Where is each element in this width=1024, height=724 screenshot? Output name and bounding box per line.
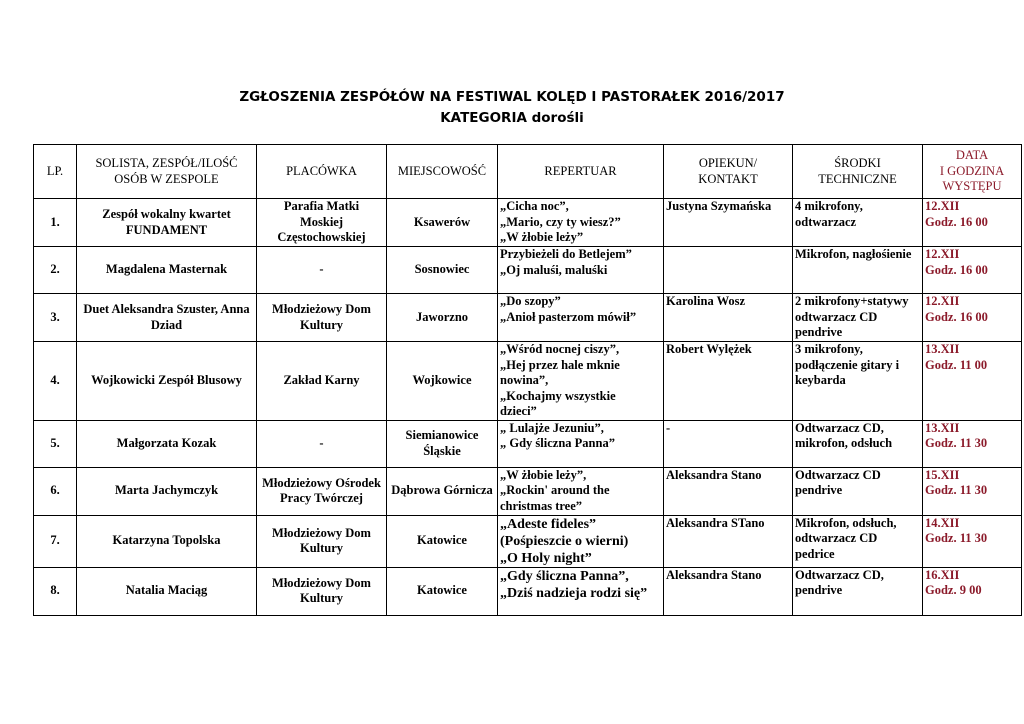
date-cell-line: 12.XII	[925, 247, 960, 261]
column-header-line: SOLISTA, ZESPÓŁ/ILOŚĆ	[95, 156, 238, 170]
repertoire-cell-line: „Anioł pasterzom mówił”	[500, 309, 637, 324]
institution-cell-line: Zakład Karny	[283, 373, 360, 387]
column-header-line: DATA	[955, 148, 989, 163]
column-header-line: REPERTUAR	[544, 163, 617, 178]
town-cell-line: Ksawerów	[413, 214, 471, 229]
row-number: 3.	[34, 294, 77, 342]
row-number: 6.	[34, 467, 77, 515]
date-cell-line: 16.XII	[925, 567, 960, 582]
tech-cell	[793, 467, 923, 515]
repertoire-cell-line: „Adeste fideles”	[500, 516, 597, 532]
performer-cell	[77, 420, 257, 467]
repertoire-cell-line: „ Gdy śliczna Panna”	[500, 436, 615, 450]
registrations-table	[33, 144, 1022, 616]
tech-cell-line: odtwarzacz CD	[795, 531, 878, 545]
column-header	[923, 145, 1022, 199]
tech-cell-line: 3 mikrofony,	[795, 342, 863, 356]
repertoire-cell-line: dzieci”	[500, 404, 537, 418]
date-cell-line: 15.XII	[925, 467, 960, 482]
repertoire-cell-line: „Do szopy”	[500, 294, 561, 308]
tech-cell	[793, 567, 923, 615]
institution-cell-line: Parafia Matki	[283, 199, 360, 214]
date-cell	[923, 247, 1022, 294]
repertoire-cell-line: „Mario, czy ty wiesz?”	[500, 214, 621, 229]
tech-cell-line: Odtwarzacz CD,	[795, 420, 884, 435]
table-row	[34, 247, 1022, 294]
date-cell-line: Godz. 11 30	[925, 531, 988, 545]
date-cell	[923, 420, 1022, 467]
row-number: 8.	[34, 567, 77, 615]
institution-cell-line: Kultury	[299, 541, 344, 555]
town-cell-line: Katowice	[417, 583, 467, 598]
institution-cell-line: Kultury	[299, 591, 344, 605]
tech-cell-line: odtwarzacz	[795, 214, 857, 229]
guardian-cell-line: Robert Wylężek	[666, 342, 752, 356]
town-cell-line: Śląskie	[423, 443, 461, 458]
repertoire-cell-line: „Cicha noc”,	[500, 199, 569, 213]
column-header-line: KONTAKT	[698, 171, 758, 186]
guardian-cell-line: Aleksandra STano	[666, 515, 765, 530]
tech-cell-line: mikrofon, odsłuch	[795, 436, 893, 450]
performer-cell	[77, 342, 257, 421]
date-cell-line: Godz. 16 00	[925, 262, 988, 277]
table-row	[34, 342, 1022, 421]
date-cell	[923, 567, 1022, 615]
town-cell	[387, 567, 498, 615]
institution-cell	[257, 467, 387, 515]
date-cell-line: Godz. 11 00	[925, 357, 988, 372]
repertoire-cell	[498, 199, 664, 247]
page-subtitle: KATEGORIA dorośli	[440, 110, 584, 126]
town-cell-line: Siemianowice	[405, 428, 479, 442]
tech-cell	[793, 420, 923, 467]
town-cell-line: Katowice	[417, 533, 467, 548]
date-cell-line: 12.XII	[925, 199, 960, 213]
institution-cell-line: -	[319, 435, 324, 450]
repertoire-cell-line: Przybieżeli do Betlejem”	[500, 247, 632, 261]
institution-cell-line: Pracy Twórczej	[280, 491, 363, 505]
date-cell	[923, 515, 1022, 567]
column-header	[34, 145, 77, 199]
institution-cell-line: Częstochowskiej	[277, 230, 366, 245]
performer-cell-line: Wojkowicki Zespół Blusowy	[91, 373, 242, 387]
performer-cell-line: Małgorzata Kozak	[116, 435, 217, 450]
institution-cell	[257, 420, 387, 467]
column-header-line: OPIEKUN/	[698, 156, 758, 170]
repertoire-cell	[498, 420, 664, 467]
column-header	[498, 145, 664, 199]
performer-cell	[77, 467, 257, 515]
tech-cell	[793, 294, 923, 342]
tech-cell	[793, 247, 923, 294]
institution-cell-line: Moskiej	[299, 214, 344, 229]
column-header-line: PLACÓWKA	[286, 163, 357, 178]
performer-cell	[77, 567, 257, 615]
repertoire-cell	[498, 515, 664, 567]
tech-cell-line: odtwarzacz CD	[795, 309, 878, 324]
table-row	[34, 515, 1022, 567]
table-row	[34, 567, 1022, 615]
date-cell	[923, 342, 1022, 421]
tech-cell	[793, 342, 923, 421]
tech-cell-line: keybarda	[795, 373, 846, 387]
institution-cell	[257, 294, 387, 342]
institution-cell	[257, 247, 387, 294]
guardian-cell	[664, 199, 793, 247]
table-row	[34, 420, 1022, 467]
repertoire-cell	[498, 467, 664, 515]
repertoire-cell-line: „Dziś nadzieja rodzi się”	[500, 585, 648, 601]
guardian-cell-line: Karolina Wosz	[666, 294, 746, 308]
performer-cell-line: FUNDAMENT	[125, 222, 208, 237]
performer-cell	[77, 247, 257, 294]
row-number: 2.	[34, 247, 77, 294]
performer-cell-line: Katarzyna Topolska	[112, 533, 221, 548]
date-cell-line: Godz. 11 30	[925, 436, 988, 450]
column-header-line: TECHNICZNE	[818, 171, 897, 186]
guardian-cell	[664, 515, 793, 567]
performer-cell	[77, 515, 257, 567]
column-header	[664, 145, 793, 199]
town-cell-line: Dąbrowa Górnicza	[391, 483, 493, 498]
institution-cell-line: Młodzieżowy Ośrodek	[262, 475, 381, 490]
town-cell	[387, 420, 498, 467]
date-cell-line: 12.XII	[925, 294, 960, 308]
town-cell-line: Wojkowice	[412, 373, 472, 387]
table-row	[34, 294, 1022, 342]
guardian-cell	[664, 294, 793, 342]
repertoire-cell-line: „Hej przez hale mknie	[500, 357, 620, 372]
repertoire-cell-line: „ Lulajże Jezuniu”,	[500, 420, 604, 435]
performer-cell-line: Natalia Maciąg	[125, 583, 208, 598]
repertoire-cell-line: „Gdy śliczna Panna”,	[500, 568, 629, 584]
repertoire-cell	[498, 342, 664, 421]
repertoire-cell-line: „O Holy night”	[500, 550, 592, 566]
performer-cell-line: Dziad	[150, 317, 183, 332]
repertoire-cell-line: christmas tree”	[500, 498, 583, 513]
repertoire-cell	[498, 294, 664, 342]
date-cell-line: 13.XII	[925, 342, 960, 356]
column-header	[257, 145, 387, 199]
column-header	[793, 145, 923, 199]
date-cell-line: Godz. 16 00	[925, 309, 988, 324]
column-header-line: I GODZINA	[939, 163, 1005, 178]
institution-cell-line: -	[319, 262, 324, 277]
guardian-cell	[664, 467, 793, 515]
guardian-cell-line: -	[666, 420, 671, 435]
tech-cell-line: pendrive	[795, 325, 843, 339]
institution-cell	[257, 567, 387, 615]
column-header-line: WYSTĘPU	[942, 179, 1002, 194]
column-header-line: MIEJSCOWOŚĆ	[397, 163, 487, 178]
repertoire-cell	[498, 567, 664, 615]
date-cell	[923, 294, 1022, 342]
repertoire-cell-line: „Oj maluśi, maluśki	[500, 262, 608, 277]
tech-cell-line: pendrive	[795, 583, 843, 597]
performer-cell	[77, 294, 257, 342]
town-cell-line: Sosnowiec	[414, 262, 470, 277]
tech-cell-line: Odtwarzacz CD,	[795, 567, 884, 582]
institution-cell	[257, 515, 387, 567]
tech-cell-line: Odtwarzacz CD	[795, 467, 881, 482]
institution-cell-line: Młodzieżowy Dom	[272, 575, 371, 590]
town-cell	[387, 294, 498, 342]
repertoire-cell-line: „W żłobie leży”,	[500, 467, 587, 482]
guardian-cell	[664, 420, 793, 467]
tech-cell	[793, 199, 923, 247]
date-cell-line: Godz. 16 00	[925, 214, 988, 229]
repertoire-cell-line: (Pośpieszcie o wierni)	[500, 533, 629, 549]
performer-cell-line: Magdalena Masternak	[105, 262, 228, 277]
tech-cell-line: pendrive	[795, 483, 843, 497]
guardian-cell-line: Aleksandra Stano	[666, 467, 762, 482]
date-cell	[923, 199, 1022, 247]
row-number: 1.	[34, 199, 77, 247]
date-cell-line: Godz. 9 00	[925, 583, 982, 597]
performer-cell	[77, 199, 257, 247]
institution-cell-line: Kultury	[299, 317, 344, 332]
town-cell	[387, 467, 498, 515]
column-header	[77, 145, 257, 199]
guardian-cell	[664, 342, 793, 421]
performer-cell-line: Zespół wokalny kwartet	[102, 207, 231, 221]
column-header-line: LP.	[46, 163, 64, 178]
guardian-cell	[664, 247, 793, 294]
column-header	[387, 145, 498, 199]
tech-cell-line: 4 mikrofony,	[795, 199, 863, 213]
repertoire-cell	[498, 247, 664, 294]
institution-cell	[257, 342, 387, 421]
town-cell	[387, 515, 498, 567]
repertoire-cell-line: „Wśród nocnej ciszy”,	[500, 342, 620, 356]
institution-cell	[257, 199, 387, 247]
page-title: ZGŁOSZENIA ZESPÓŁÓW NA FESTIWAL KOLĘD I PASTORAŁEK 2016/2017	[239, 89, 785, 105]
repertoire-cell-line: nowina”,	[500, 373, 549, 387]
date-cell	[923, 467, 1022, 515]
tech-cell-line: Mikrofon, odsłuch,	[795, 515, 897, 530]
tech-cell-line: podłączenie gitary i	[795, 357, 900, 372]
table-header-row	[34, 145, 1022, 199]
repertoire-cell-line: „Kochajmy wszystkie	[500, 388, 616, 403]
tech-cell-line: 2 mikrofony+statywy	[795, 294, 909, 308]
date-cell-line: Godz. 11 30	[925, 483, 988, 497]
tech-cell	[793, 515, 923, 567]
guardian-cell	[664, 567, 793, 615]
institution-cell-line: Młodzieżowy Dom	[272, 302, 371, 316]
table-row	[34, 199, 1022, 247]
town-cell	[387, 247, 498, 294]
tech-cell-line: pedrice	[795, 546, 835, 561]
row-number: 4.	[34, 342, 77, 421]
town-cell	[387, 199, 498, 247]
performer-cell-line: Duet Aleksandra Szuster, Anna	[83, 302, 250, 316]
guardian-cell-line: Aleksandra Stano	[666, 567, 762, 582]
column-header-line: OSÓB W ZESPOLE	[114, 171, 219, 186]
date-cell-line: 13.XII	[925, 420, 960, 435]
date-cell-line: 14.XII	[925, 515, 960, 530]
town-cell-line: Jaworzno	[415, 309, 469, 324]
row-number: 5.	[34, 420, 77, 467]
row-number: 7.	[34, 515, 77, 567]
performer-cell-line: Marta Jachymczyk	[114, 483, 219, 498]
guardian-cell-line: Justyna Szymańska	[666, 199, 772, 213]
tech-cell-line: Mikrofon, nagłośienie	[795, 247, 912, 261]
institution-cell-line: Młodzieżowy Dom	[272, 525, 371, 540]
table-row	[34, 467, 1022, 515]
town-cell	[387, 342, 498, 421]
repertoire-cell-line: „W żłobie leży”	[500, 230, 584, 244]
repertoire-cell-line: „Rockin' around the	[500, 483, 610, 497]
column-header-line: ŚRODKI	[834, 156, 881, 170]
